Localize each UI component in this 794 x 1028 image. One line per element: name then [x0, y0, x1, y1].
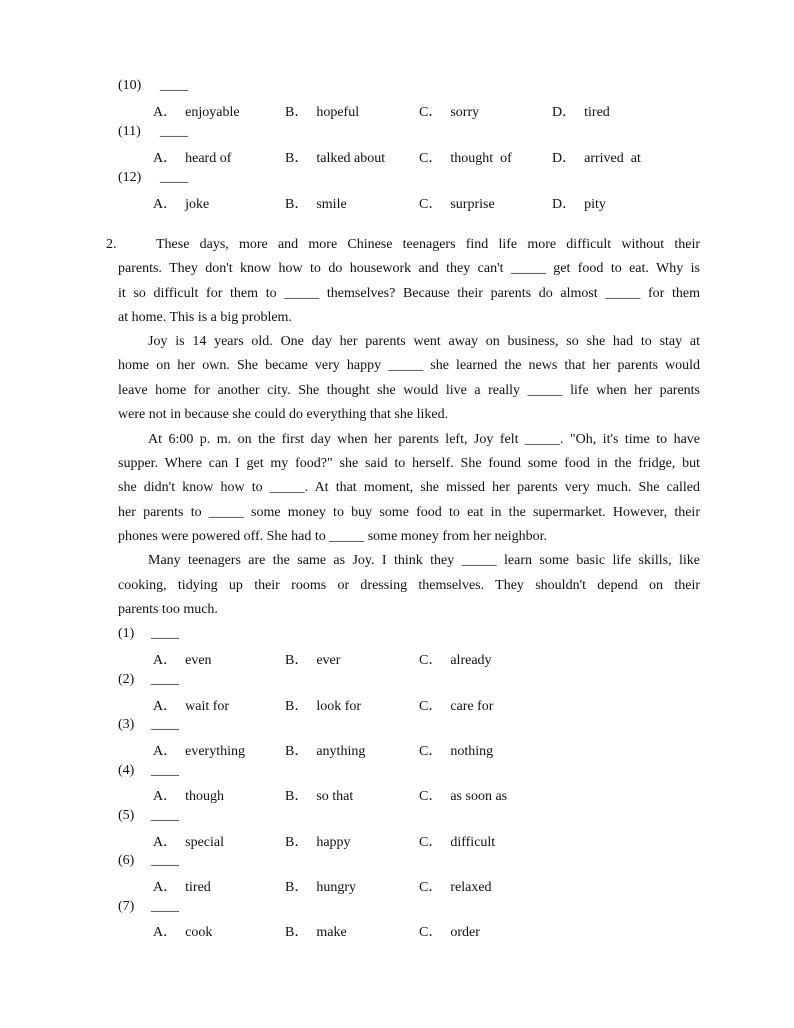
option-a[interactable] — [153, 921, 212, 941]
option-b[interactable] — [285, 831, 351, 851]
option-letter: B． — [285, 789, 309, 804]
option-b[interactable] — [285, 695, 361, 715]
answer-blank[interactable]: ____ — [160, 170, 188, 185]
option-a[interactable] — [153, 193, 209, 213]
option-text: joke — [185, 197, 210, 212]
option-letter: B． — [285, 925, 309, 940]
option-d[interactable] — [552, 101, 610, 121]
option-letter: A． — [153, 197, 178, 212]
option-b[interactable] — [285, 785, 353, 805]
option-letter: B． — [285, 699, 309, 714]
option-c[interactable] — [419, 921, 480, 941]
option-c[interactable] — [419, 649, 492, 669]
option-letter: C． — [419, 105, 443, 120]
option-letter: C． — [419, 699, 443, 714]
option-text: look for — [316, 699, 362, 714]
option-text: arrived at — [584, 151, 641, 166]
option-a[interactable] — [153, 876, 211, 896]
option-letter: D． — [552, 151, 577, 166]
question-number: (10) — [118, 78, 142, 93]
option-a[interactable] — [153, 740, 245, 760]
option-letter: C． — [419, 880, 443, 895]
passage-line: she didn't know how to _____. At that moment, she missed her parents very much. She called — [118, 480, 700, 495]
question-number: (2) — [118, 672, 135, 687]
option-text: even — [185, 653, 212, 668]
option-text: care for — [450, 699, 494, 714]
answer-blank[interactable]: ____ — [151, 763, 179, 778]
option-text: cook — [185, 925, 213, 940]
option-letter: C． — [419, 789, 443, 804]
question-number: (6) — [118, 853, 135, 868]
option-c[interactable] — [419, 101, 479, 121]
option-a[interactable] — [153, 831, 224, 851]
option-text: tired — [185, 880, 211, 895]
option-text: thought of — [450, 151, 512, 166]
option-text: pity — [584, 197, 606, 212]
option-letter: A． — [153, 835, 178, 850]
option-letter: B． — [285, 744, 309, 759]
option-text: already — [450, 653, 492, 668]
option-text: talked about — [316, 151, 386, 166]
section-number: 2. — [106, 237, 117, 252]
question-number: (3) — [118, 717, 135, 732]
option-text: though — [185, 789, 225, 804]
option-letter: C． — [419, 925, 443, 940]
option-letter: A． — [153, 105, 178, 120]
option-letter: A． — [153, 925, 178, 940]
option-letter: C． — [419, 835, 443, 850]
option-text: as soon as — [450, 789, 508, 804]
option-text: sorry — [450, 105, 480, 120]
option-letter: A． — [153, 151, 178, 166]
answer-blank[interactable]: ____ — [151, 626, 179, 641]
option-text: happy — [316, 835, 351, 850]
option-text: order — [450, 925, 480, 940]
option-letter: D． — [552, 197, 577, 212]
option-letter: A． — [153, 789, 178, 804]
option-letter: A． — [153, 699, 178, 714]
option-letter: A． — [153, 880, 178, 895]
option-letter: A． — [153, 653, 178, 668]
answer-blank[interactable]: ____ — [160, 124, 188, 139]
option-letter: B． — [285, 880, 309, 895]
question-number: (7) — [118, 899, 135, 914]
passage-line: phones were powered off. She had to _____ some money from her neighbor. — [118, 529, 547, 544]
option-text: hopeful — [316, 105, 360, 120]
option-b[interactable] — [285, 193, 347, 213]
option-text: ever — [316, 653, 341, 668]
passage-line: her parents to _____ some money to buy some food to eat in the supermarket. However, their — [118, 505, 700, 520]
option-letter: B． — [285, 197, 309, 212]
option-c[interactable] — [419, 785, 507, 805]
passage-line: parents too much. — [118, 602, 218, 617]
passage-line: Joy is 14 years old. One day her parents went away on business, so she had to stay at — [148, 334, 700, 349]
option-b[interactable] — [285, 147, 385, 167]
answer-blank[interactable]: ____ — [151, 808, 179, 823]
passage-line: cooking, tidying up their rooms or dressing themselves. They shouldn't depend on their — [118, 578, 700, 593]
option-text: surprise — [450, 197, 495, 212]
option-text: enjoyable — [185, 105, 240, 120]
option-letter: B． — [285, 653, 309, 668]
option-text: so that — [316, 789, 354, 804]
option-a[interactable] — [153, 649, 212, 669]
option-c[interactable] — [419, 740, 493, 760]
option-c[interactable] — [419, 831, 495, 851]
option-a[interactable] — [153, 101, 240, 121]
option-c[interactable] — [419, 695, 493, 715]
passage-line: At 6:00 p. m. on the first day when her parents left, Joy felt _____. "Oh, it's time to have — [148, 432, 700, 447]
option-text: make — [316, 925, 347, 940]
option-letter: B． — [285, 835, 309, 850]
question-number: (1) — [118, 626, 135, 641]
question-number: (12) — [118, 170, 142, 185]
question-number: (4) — [118, 763, 135, 778]
passage-line: leave home for another city. She thought she would live a really _____ life when her parents — [118, 383, 700, 398]
option-a[interactable] — [153, 785, 224, 805]
question-number: (11) — [118, 124, 141, 139]
option-text: tired — [584, 105, 610, 120]
passage-line: were not in because she could do everything that she liked. — [118, 407, 449, 422]
option-text: nothing — [450, 744, 494, 759]
option-text: smile — [316, 197, 347, 212]
option-b[interactable] — [285, 876, 356, 896]
option-text: wait for — [185, 699, 230, 714]
answer-blank[interactable]: ____ — [160, 78, 188, 93]
option-text: everything — [185, 744, 245, 759]
answer-blank[interactable]: ____ — [151, 853, 179, 868]
option-a[interactable] — [153, 147, 231, 167]
option-c[interactable] — [419, 147, 512, 167]
answer-blank[interactable]: ____ — [151, 672, 179, 687]
passage-line: home on her own. She became very happy _____ she learned the news that her parents would — [118, 358, 700, 373]
option-letter: C． — [419, 744, 443, 759]
option-b[interactable] — [285, 101, 359, 121]
option-letter: D． — [552, 105, 577, 120]
option-c[interactable] — [419, 876, 492, 896]
passage-line: it so difficult for them to _____ themselves? Because their parents do almost _____ for them — [118, 286, 700, 301]
option-a[interactable] — [153, 695, 229, 715]
option-c[interactable] — [419, 193, 495, 213]
option-b[interactable] — [285, 649, 340, 669]
option-d[interactable] — [552, 147, 641, 167]
option-letter: B． — [285, 105, 309, 120]
passage-line: parents. They don't know how to do housework and they can't _____ get food to eat. Why is — [118, 261, 700, 276]
answer-blank[interactable]: ____ — [151, 899, 179, 914]
question-number: (5) — [118, 808, 135, 823]
option-letter: C． — [419, 197, 443, 212]
option-text: hungry — [316, 880, 357, 895]
option-text: special — [185, 835, 224, 850]
option-text: difficult — [450, 835, 496, 850]
passage-line: Many teenagers are the same as Joy. I think they _____ learn some basic life skills, like — [148, 553, 700, 568]
option-b[interactable] — [285, 740, 365, 760]
option-b[interactable] — [285, 921, 347, 941]
option-letter: C． — [419, 151, 443, 166]
option-d[interactable] — [552, 193, 606, 213]
option-letter: B． — [285, 151, 309, 166]
option-text: heard of — [185, 151, 232, 166]
passage-line: supper. Where can I get my food?" she said to herself. She found some food in the fridge, but — [118, 456, 700, 471]
option-letter: C． — [419, 653, 443, 668]
passage-line: at home. This is a big problem. — [118, 310, 292, 325]
option-text: anything — [316, 744, 366, 759]
option-letter: A． — [153, 744, 178, 759]
option-text: relaxed — [450, 880, 492, 895]
answer-blank[interactable]: ____ — [151, 717, 179, 732]
passage-line: These days, more and more Chinese teenagers find life more difficult without their — [156, 237, 700, 252]
